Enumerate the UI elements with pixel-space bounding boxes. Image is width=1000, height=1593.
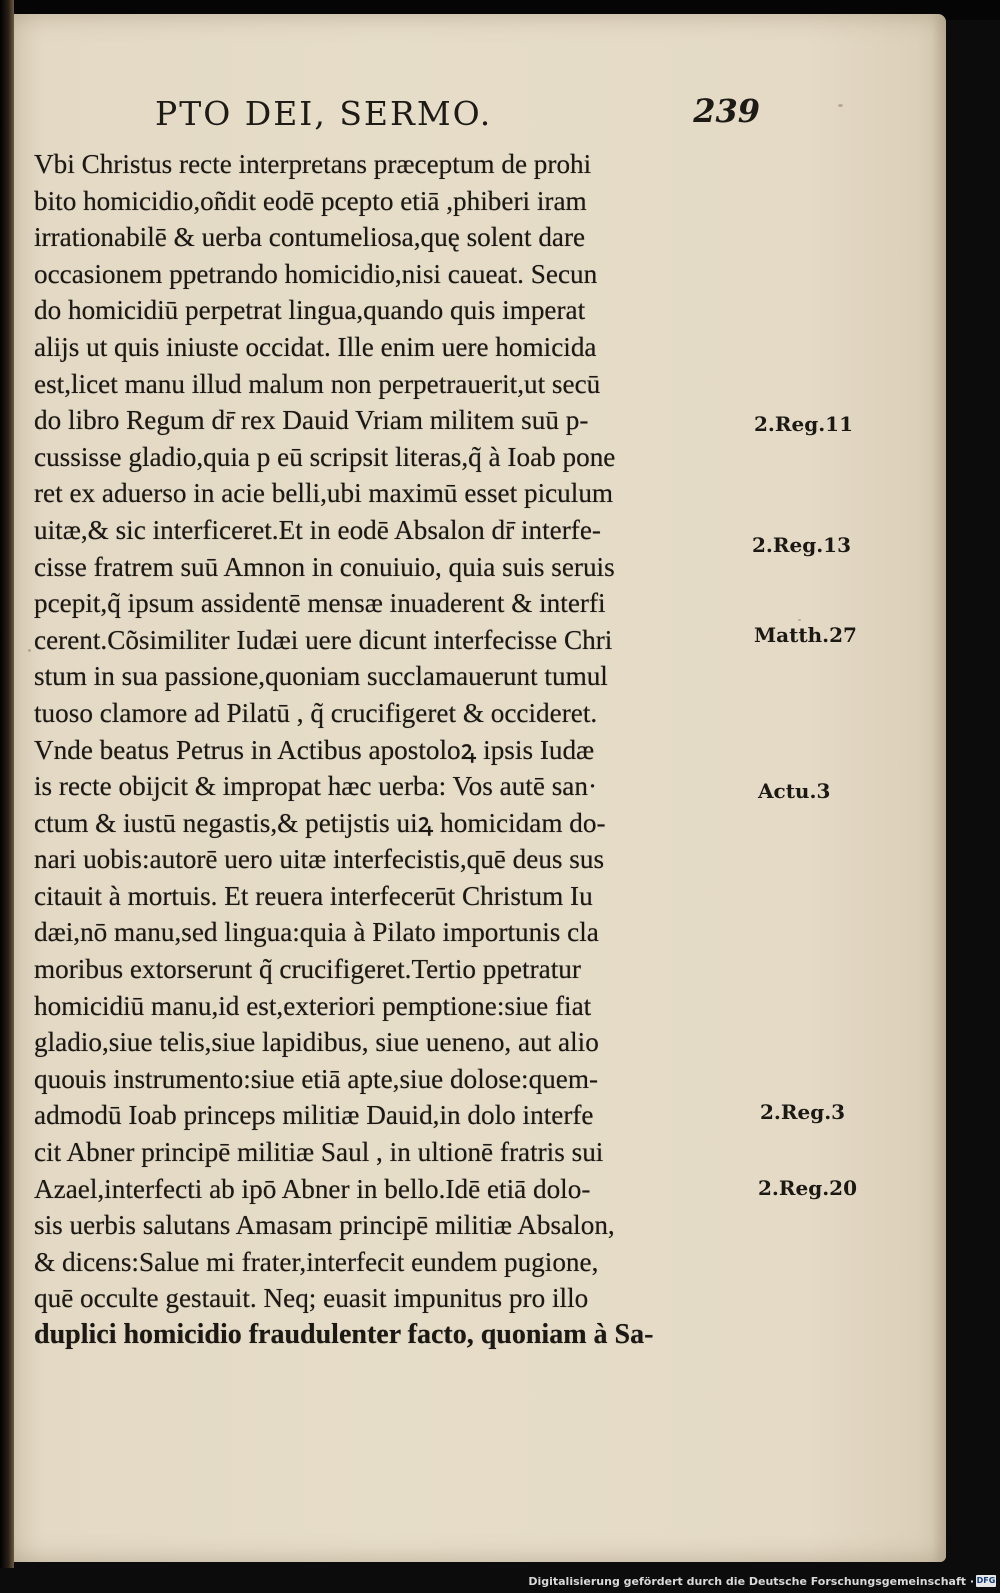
paper-speck: [838, 104, 843, 107]
book-binding-gutter: [0, 0, 14, 1568]
paper-speck: [798, 619, 801, 621]
text-line: Vbi Christus recte interpretans præceptum de prohi: [34, 149, 592, 179]
text-line: sis uerbis salutans Amasam principē militiæ Absalon,: [34, 1210, 615, 1241]
text-line: est,licet manu illud malum non perpetrauerit,ut secū: [34, 368, 601, 399]
text-line: alijs ut quis iniuste occidat. Ille enim uere homicida: [34, 331, 597, 362]
marginal-note: 2.Reg.11: [754, 412, 854, 436]
text-line: cussisse gladio,quia p eū scripsit literas,q̃ à Ioab pone: [34, 441, 616, 472]
text-line: nari uobis:autorē uero uitæ interfecistis,quē deus sus: [34, 844, 605, 875]
body-text: [34, 146, 750, 1354]
marginal-note: 2.Reg.20: [758, 1176, 858, 1200]
text-line: quē occulte gestauit. Neq; euasit impunitus pro illo: [34, 1283, 589, 1314]
text-line: citauit à mortuis. Et reuera interfecerūt Christum Iu: [34, 880, 593, 911]
text-line: & dicens:Salue mi frater,interfecit eundem pugione,: [34, 1246, 599, 1277]
text-line: ctum & iustū negastis,& petijstis uiꝝ homicidam do-: [34, 807, 606, 838]
marginal-note: 2.Reg.3: [760, 1100, 846, 1124]
text-line: homicidiū manu,id est,exteriori pemptione:siue fiat: [34, 990, 592, 1021]
digitization-credit: Digitalisierung gefördert durch die Deutsche Forschungsgemeinschaft ·: [528, 1575, 974, 1588]
running-title: PTO DEI, SERMO.: [155, 94, 493, 133]
text-line: ret ex aduerso in acie belli,ubi maximū esset piculum: [34, 478, 614, 509]
paper-speck: [28, 649, 31, 652]
text-line: dæi,nō manu,sed lingua:quia à Pilato importunis cla: [34, 917, 599, 948]
text-line: gladio,siue telis,siue lapidibus, siue ueneno, aut alio: [34, 1027, 599, 1058]
marginal-note: Matth.27: [754, 623, 857, 647]
marginal-note: Actu.3: [758, 779, 831, 803]
text-line: stum in sua passione,quoniam succlamauerunt tumul: [34, 661, 608, 692]
text-line: moribus extorserunt q̃ crucifigeret.Tertio ppetratur: [34, 954, 581, 985]
text-line: cit Abner principē militiæ Saul , in ultionē fratris sui: [34, 1137, 604, 1168]
text-line: bito homicidio,oñdit eodē pcepto etiā ,phiberi iram: [34, 185, 587, 216]
marginal-note: 2.Reg.13: [752, 533, 852, 557]
page-number: 239: [693, 92, 760, 130]
text-line: tuoso clamore ad Pilatū , q̃ crucifigeret & occideret.: [34, 697, 598, 728]
dfg-logo: DFG: [976, 1576, 996, 1585]
text-line: cisse fratrem suū Amnon in conuiuio, quia suis seruis: [34, 551, 615, 582]
text-line: do homicidiū perpetrat lingua,quando quis imperat: [34, 295, 586, 326]
text-line: do libro Regum dr̄ rex Dauid Vriam militem suū p-: [34, 405, 589, 436]
text-line: is recte obijcit & impropat hæc uerba: Vos autē san·: [34, 771, 597, 802]
text-line: admodū Ioab princeps militiæ Dauid,in dolo interfe: [34, 1100, 594, 1131]
text-line: Vnde beatus Petrus in Actibus apostoloꝝ ipsis Iudæ: [34, 734, 595, 765]
text-line: quouis instrumento:siue etiā apte,siue dolose:quem-: [34, 1063, 599, 1094]
text-line: cerent.Cõsimiliter Iudæi uere dicunt interfecisse Chri: [34, 624, 613, 655]
text-line: Azael,interfecti ab ipō Abner in bello.Idē etiā dolo-: [34, 1173, 591, 1204]
text-line: occasionem ppetrando homicidio,nisi caueat. Secun: [34, 258, 598, 289]
page-header: [155, 94, 760, 138]
text-line: duplici homicidio fraudulenter facto, quoniam à Sa-: [34, 1319, 654, 1350]
text-line: pcepit,q̃ ipsum assidentē mensæ inuaderent & interfi: [34, 588, 606, 619]
text-line: irrationabilē & uerba contumeliosa,quę solent dare: [34, 222, 586, 253]
text-line: uitæ,& sic interficeret.Et in eodē Absalon dr̄ interfe-: [34, 514, 601, 545]
